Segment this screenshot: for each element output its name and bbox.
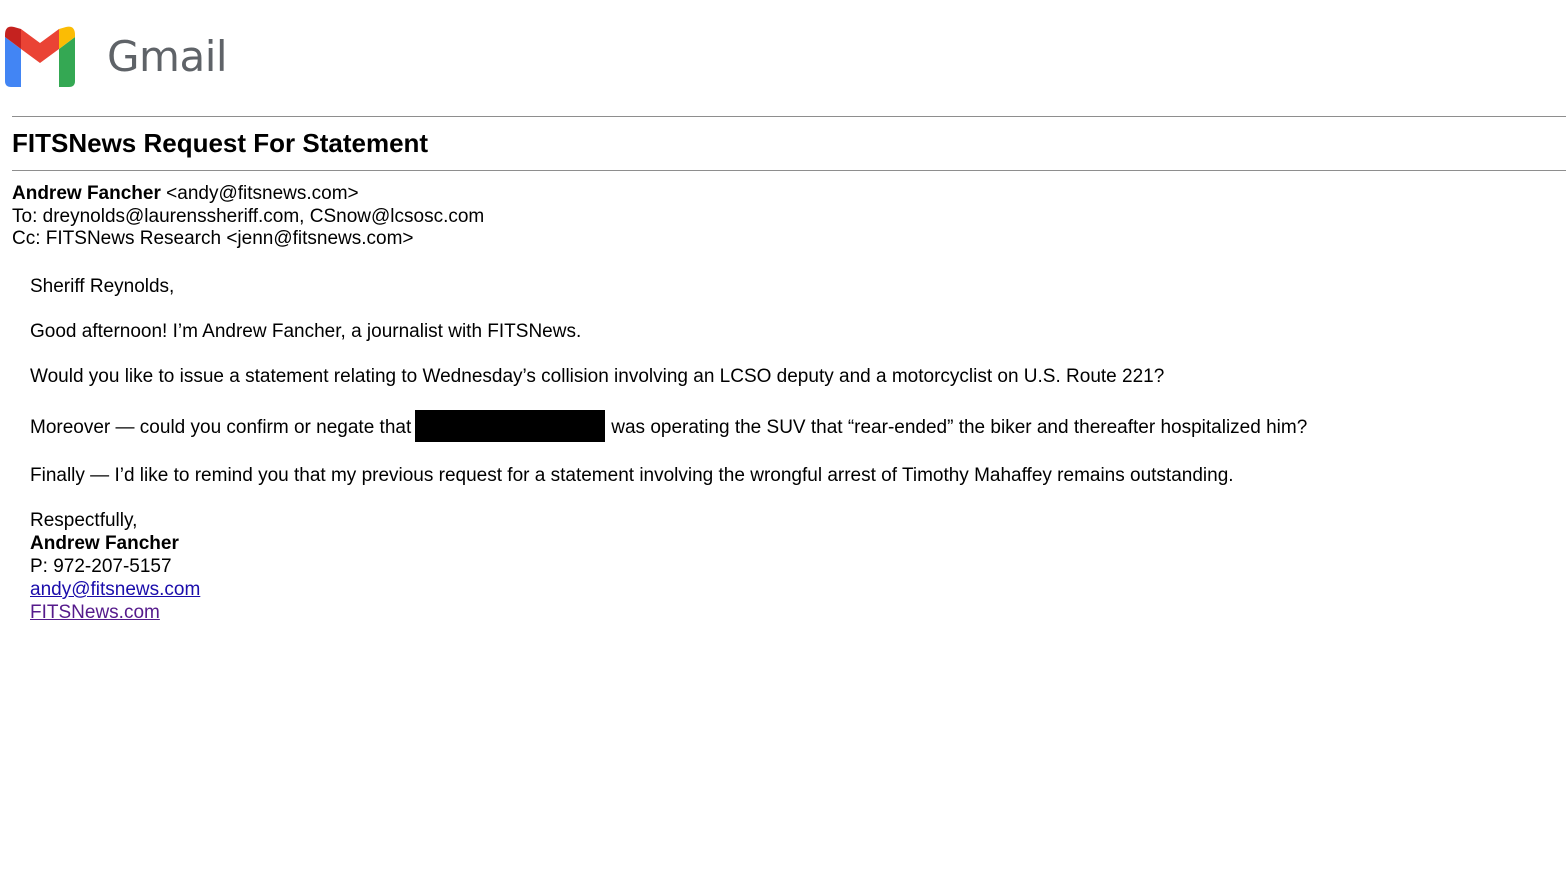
sender-name: Andrew Fancher <box>12 183 161 204</box>
paragraph-confirm-end: was operating the SUV that “rear-ended” the biker and thereafter hospitalized him? <box>611 417 1308 438</box>
signature-email-link[interactable]: andy@fitsnews.com <box>30 579 201 600</box>
signature <box>30 509 1307 624</box>
gmail-m-icon <box>5 25 75 87</box>
signature-closing: Respectfully, <box>30 510 138 531</box>
paragraph-reminder: Finally — I’d like to remind you that my previous request for a statement involving the wrongful arrest of Timothy Mahaffey remains outstanding. <box>30 465 1234 486</box>
email-body <box>30 275 1307 624</box>
divider <box>12 116 1566 117</box>
gmail-logo <box>5 24 227 88</box>
redaction-bar <box>415 410 605 442</box>
signature-phone: P: 972-207-5157 <box>30 556 172 577</box>
paragraph-request: Would you like to issue a statement relating to Wednesday’s collision involving an LCSO deputy and a motorcyclist on U.S. Route 221? <box>30 366 1165 387</box>
paragraph-confirm-start: Moreover — could you confirm or negate that <box>30 417 412 438</box>
signature-name: Andrew Fancher <box>30 533 179 554</box>
signature-site-link[interactable]: FITSNews.com <box>30 602 160 623</box>
email-headers <box>12 183 484 251</box>
paragraph-intro: Good afternoon! I’m Andrew Fancher, a journalist with FITSNews. <box>30 321 582 342</box>
divider <box>12 170 1566 171</box>
app-name: Gmail <box>107 32 228 81</box>
paragraph-confirm <box>30 410 1307 442</box>
email-subject: FITSNews Request For Statement <box>12 128 429 158</box>
to-line: To: dreynolds@laurenssheriff.com, CSnow@lcsosc.com <box>12 205 485 227</box>
greeting: Sheriff Reynolds, <box>30 276 175 297</box>
from-line <box>12 183 484 206</box>
cc-line: Cc: FITSNews Research <jenn@fitsnews.com> <box>12 228 414 249</box>
sender-email: <andy@fitsnews.com> <box>166 183 359 204</box>
